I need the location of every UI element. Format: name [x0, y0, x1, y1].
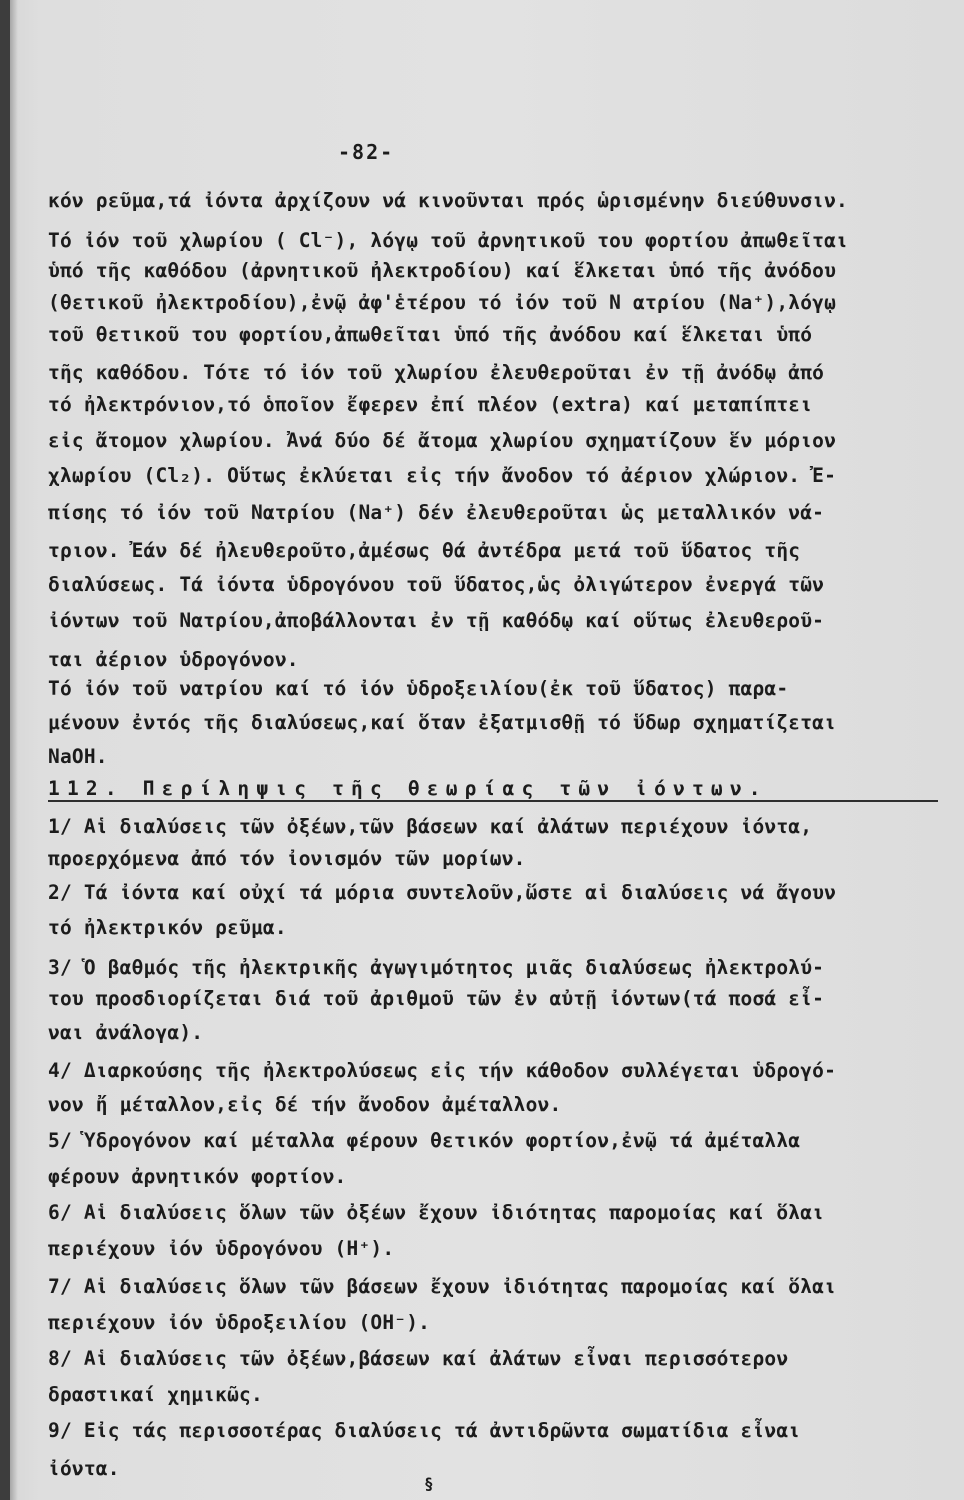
text-line: τό ἠλεκτρόνιον,τό ὁποῖον ἔφερεν ἐπί πλέον (extra) καί μεταπίπτει	[48, 393, 813, 416]
list-item-continuation: νον ἤ μέταλλον,εἰς δέ τήν ἄνοδον ἀμέταλλον.	[48, 1093, 562, 1116]
bottom-mark: §	[424, 1474, 434, 1493]
text-line: εἰς ἄτομον χλωρίου. Ἀνά δύο δέ ἄτομα χλωρίου σχηματίζουν ἕν μόριον	[48, 429, 837, 452]
list-item: 3/ Ὁ βαθμός τῆς ἠλεκτρικῆς ἀγωγιμότητος μιᾶς διαλύσεως ἠλεκτρολύ-	[48, 956, 825, 979]
list-item-continuation: ἰόντα.	[48, 1457, 120, 1480]
list-item-continuation: περιέχουν ἰόν ὑδρογόνου (H⁺).	[48, 1237, 395, 1260]
text-line: (θετικοῦ ἠλεκτροδίου),ἐνῷ ἀφ'ἑτέρου τό ἰόν τοῦ Ν ατρίου (Na⁺),λόγῳ	[48, 291, 837, 314]
list-item: 2/ Τά ἰόντα καί οὐχί τά μόρια συντελοῦν,ὥστε αἱ διαλύσεις νά ἄγουν	[48, 881, 837, 904]
text-line: χλωρίου (Cl₂). Οὕτως ἐκλύεται εἰς τήν ἄνοδον τό ἀέριον χλώριον. Ἐ-	[48, 464, 837, 487]
scan-edge	[0, 0, 10, 1500]
page-number: -82-	[338, 140, 395, 164]
text-line: κόν ρεῦμα,τά ἰόντα ἀρχίζουν νά κινοῦνται πρός ὡρισμένην διεύθυνσιν.	[48, 189, 848, 212]
list-item-continuation: του προσδιορίζεται διά τοῦ ἀριθμοῦ τῶν ἐν αὐτῇ ἰόντων(τά ποσά εἶ-	[48, 987, 825, 1010]
list-item-continuation: προερχόμενα ἀπό τόν ἰονισμόν τῶν μορίων.	[48, 847, 526, 870]
list-item-continuation: δραστικαί χημικῶς.	[48, 1383, 263, 1406]
text-line: ται ἀέριον ὑδρογόνον.	[48, 648, 299, 671]
list-item: 7/ Αἱ διαλύσεις ὅλων τῶν βάσεων ἔχουν ἰδιότητας παρομοίας καί ὅλαι	[48, 1275, 837, 1298]
text-line: τοῦ θετικοῦ του φορτίου,ἀπωθεῖται ὑπό τῆς ἀνόδου καί ἕλκεται ὑπό	[48, 323, 813, 346]
section-heading: 112. Περίληψις τῆς θεωρίας τῶν ἰόντων.	[48, 777, 768, 800]
heading-underline	[48, 800, 938, 802]
list-item: 9/ Εἰς τάς περισσοτέρας διαλύσεις τά ἀντιδρῶντα σωματίδια εἶναι	[48, 1419, 801, 1442]
text-line: μένουν ἐντός τῆς διαλύσεως,καί ὅταν ἐξατμισθῇ τό ὕδωρ σχηματίζεται	[48, 711, 837, 734]
text-line: ὑπό τῆς καθόδου (ἀρνητικοῦ ἠλεκτροδίου) καί ἕλκεται ὑπό τῆς ἀνόδου	[48, 259, 837, 282]
text-line: ἰόντων τοῦ Νατρίου,ἀποβάλλονται ἐν τῇ καθόδῳ καί οὕτως ἐλευθεροῦ-	[48, 609, 825, 632]
list-item-continuation: τό ἠλεκτρικόν ρεῦμα.	[48, 916, 287, 939]
text-line: τριον. Ἐάν δέ ἠλευθεροῦτο,ἀμέσως θά ἀντέδρα μετά τοῦ ὕδατος τῆς	[48, 539, 801, 562]
text-line: Τό ἰόν τοῦ χλωρίου ( Cl⁻), λόγῳ τοῦ ἀρνητικοῦ του φορτίου ἀπωθεῖται	[48, 229, 848, 252]
list-item: 4/ Διαρκούσης τῆς ἠλεκτρολύσεως εἰς τήν κάθοδον συλλέγεται ὑδρογό-	[48, 1059, 837, 1082]
list-item-continuation: περιέχουν ἰόν ὑδροξειλίου (OH⁻).	[48, 1311, 431, 1334]
text-line: διαλύσεως. Τά ἰόντα ὑδρογόνου τοῦ ὕδατος,ὡς ὀλιγώτερον ἐνεργά τῶν	[48, 573, 825, 596]
text-line: NaOH.	[48, 745, 108, 768]
list-item: 8/ Αἱ διαλύσεις τῶν ὀξέων,βάσεων καί ἀλάτων εἶναι περισσότερον	[48, 1347, 789, 1370]
list-item: 1/ Αἱ διαλύσεις τῶν ὀξέων,τῶν βάσεων καί ἀλάτων περιέχουν ἰόντα,	[48, 815, 813, 838]
text-line: πίσης τό ἰόν τοῦ Νατρίου (Na⁺) δέν ἐλευθεροῦται ὡς μεταλλικόν νά-	[48, 501, 825, 524]
list-item-continuation: ναι ἀνάλογα).	[48, 1021, 204, 1044]
text-line: τῆς καθόδου. Τότε τό ἰόν τοῦ χλωρίου ἐλευθεροῦται ἐν τῇ ἀνόδῳ ἀπό	[48, 361, 825, 384]
list-item: 5/ Ὑδρογόνον καί μέταλλα φέρουν θετικόν φορτίον,ἐνῷ τά ἀμέταλλα	[48, 1129, 801, 1152]
text-line: Τό ἰόν τοῦ νατρίου καί τό ἰόν ὑδροξειλίου(ἐκ τοῦ ὕδατος) παρα-	[48, 677, 789, 700]
list-item-continuation: φέρουν ἀρνητικόν φορτίον.	[48, 1165, 347, 1188]
list-item: 6/ Αἱ διαλύσεις ὅλων τῶν ὀξέων ἔχουν ἰδιότητας παρομοίας καί ὅλαι	[48, 1201, 825, 1224]
